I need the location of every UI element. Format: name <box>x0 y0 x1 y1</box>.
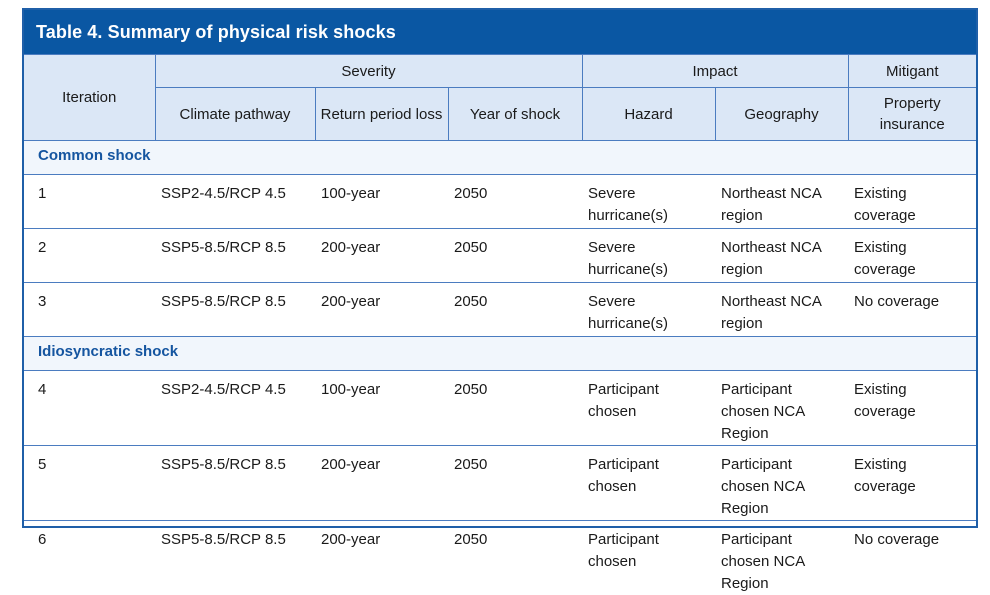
cell-iteration: 6 <box>24 521 155 595</box>
table-row <box>24 371 976 446</box>
cell-iteration: 4 <box>24 371 155 446</box>
cell-iteration: 1 <box>24 175 155 229</box>
cell-geography: Northeast NCA region <box>715 175 848 229</box>
cell-iteration: 5 <box>24 446 155 521</box>
cell-year: 2050 <box>448 229 582 283</box>
cell-mitigant: No coverage <box>848 521 976 595</box>
section-label: Idiosyncratic shock <box>24 337 976 371</box>
header-climate-pathway: Climate pathway <box>155 88 315 141</box>
table-title: Table 4. Summary of physical risk shocks <box>24 10 976 54</box>
section-row-idiosyncratic-shock <box>24 337 976 371</box>
cell-mitigant: Existing coverage <box>848 175 976 229</box>
cell-climate-pathway: SSP2-4.5/RCP 4.5 <box>155 175 315 229</box>
cell-year: 2050 <box>448 371 582 446</box>
cell-return-period: 200-year <box>315 446 448 521</box>
cell-hazard: Severe hurricane(s) <box>582 175 715 229</box>
header-iteration: Iteration <box>24 55 155 141</box>
table-row <box>24 229 976 283</box>
cell-iteration: 3 <box>24 283 155 337</box>
table-frame <box>22 8 978 528</box>
cell-climate-pathway: SSP2-4.5/RCP 4.5 <box>155 371 315 446</box>
cell-mitigant: No coverage <box>848 283 976 337</box>
table-row <box>24 521 976 595</box>
table-row <box>24 175 976 229</box>
cell-iteration: 2 <box>24 229 155 283</box>
header-geography: Geography <box>715 88 848 141</box>
table-row <box>24 446 976 521</box>
table-body <box>24 141 976 595</box>
cell-return-period: 200-year <box>315 283 448 337</box>
header-property-insurance: Property insurance <box>848 88 976 141</box>
header-severity: Severity <box>155 55 582 88</box>
header-impact: Impact <box>582 55 848 88</box>
cell-climate-pathway: SSP5-8.5/RCP 8.5 <box>155 229 315 283</box>
cell-mitigant: Existing coverage <box>848 446 976 521</box>
section-label: Common shock <box>24 141 976 175</box>
cell-year: 2050 <box>448 521 582 595</box>
cell-return-period: 100-year <box>315 371 448 446</box>
cell-geography: Participant chosen NCA Region <box>715 371 848 446</box>
cell-year: 2050 <box>448 175 582 229</box>
cell-hazard: Participant chosen <box>582 521 715 595</box>
cell-return-period: 200-year <box>315 229 448 283</box>
physical-risk-shocks-table <box>24 54 976 595</box>
cell-mitigant: Existing coverage <box>848 371 976 446</box>
cell-year: 2050 <box>448 446 582 521</box>
cell-climate-pathway: SSP5-8.5/RCP 8.5 <box>155 446 315 521</box>
header-hazard: Hazard <box>582 88 715 141</box>
header-year-of-shock: Year of shock <box>448 88 582 141</box>
header-return-period-loss: Return period loss <box>315 88 448 141</box>
cell-hazard: Participant chosen <box>582 446 715 521</box>
header-mitigant: Mitigant <box>848 55 976 88</box>
cell-geography: Participant chosen NCA Region <box>715 521 848 595</box>
cell-climate-pathway: SSP5-8.5/RCP 8.5 <box>155 283 315 337</box>
cell-hazard: Severe hurricane(s) <box>582 229 715 283</box>
cell-hazard: Participant chosen <box>582 371 715 446</box>
cell-year: 2050 <box>448 283 582 337</box>
cell-geography: Northeast NCA region <box>715 229 848 283</box>
section-row-common-shock <box>24 141 976 175</box>
cell-geography: Participant chosen NCA Region <box>715 446 848 521</box>
cell-return-period: 100-year <box>315 175 448 229</box>
cell-hazard: Severe hurricane(s) <box>582 283 715 337</box>
cell-climate-pathway: SSP5-8.5/RCP 8.5 <box>155 521 315 595</box>
table-header <box>24 55 976 141</box>
cell-return-period: 200-year <box>315 521 448 595</box>
cell-geography: Northeast NCA region <box>715 283 848 337</box>
cell-mitigant: Existing coverage <box>848 229 976 283</box>
table-row <box>24 283 976 337</box>
